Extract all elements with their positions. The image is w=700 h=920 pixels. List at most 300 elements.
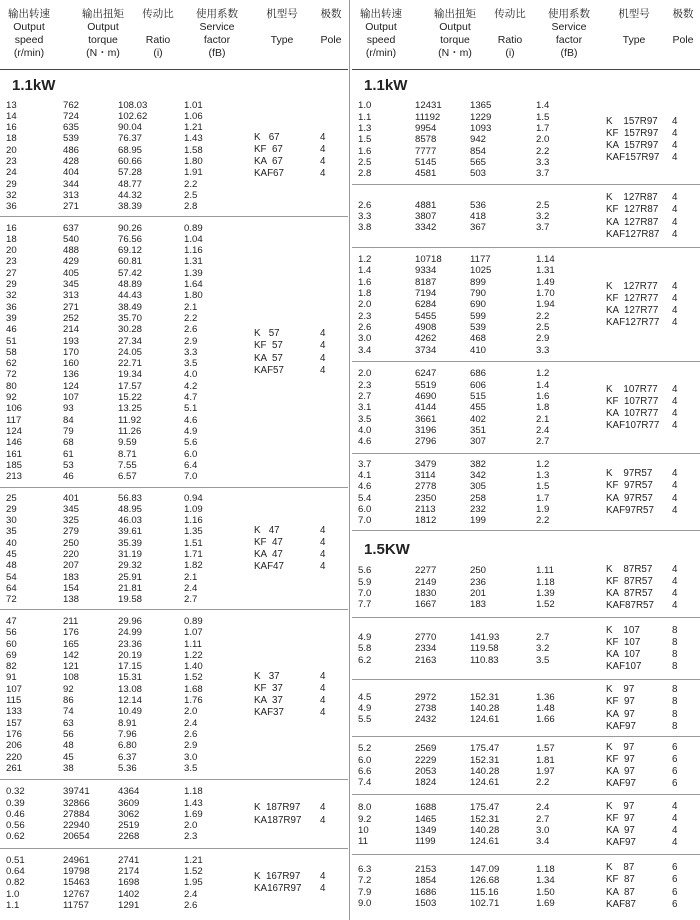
torque-cell: 4881	[415, 199, 437, 211]
torque-cell: 271	[63, 201, 80, 213]
model-type: KA 107	[606, 649, 641, 660]
ratio-cell: 6.80	[118, 740, 137, 752]
ratio-cell: 2268	[118, 831, 140, 843]
speed-cell: 69	[6, 649, 17, 661]
table-row	[352, 898, 592, 909]
power-rating: 1.1kW	[12, 77, 56, 94]
speed-cell: 5.4	[358, 492, 372, 504]
ratio-cell: 515	[470, 391, 487, 403]
ratio-cell: 102.71	[470, 897, 500, 909]
torque-cell: 3114	[415, 469, 436, 481]
factor-cell: 2.2	[536, 777, 550, 789]
ratio-cell: 6.57	[118, 471, 137, 483]
speed-cell: 72	[6, 594, 17, 606]
speed-cell: 1.2	[358, 254, 372, 266]
speed-cell: 0.82	[6, 877, 25, 889]
factor-cell: 1.11	[184, 638, 202, 650]
ratio-cell: 367	[470, 222, 487, 234]
torque-cell: 4262	[415, 333, 437, 345]
ratio-cell: 44.32	[118, 189, 143, 201]
model-type: KF 127R77	[606, 292, 659, 304]
pole-count: 4	[672, 837, 678, 849]
table-row	[0, 100, 240, 111]
speed-cell: 4.9	[358, 632, 372, 644]
table-row	[0, 122, 240, 133]
factor-cell: 2.2	[184, 312, 198, 324]
gearbox-block	[352, 95, 700, 185]
factor-cell: 1.31	[184, 256, 203, 268]
ratio-cell: 108.03	[118, 99, 148, 111]
torque-cell: 2432	[415, 714, 437, 726]
speed-cell: 213	[6, 471, 23, 483]
model-type: KA187R97	[254, 814, 302, 826]
speed-cell: 6.0	[358, 503, 372, 515]
gearbox-block	[0, 488, 348, 610]
torque-cell: 2277	[415, 565, 437, 577]
factor-cell: 2.7	[184, 594, 198, 606]
speed-cell: 3.3	[358, 210, 372, 222]
table-row	[352, 100, 592, 111]
torque-cell: 429	[63, 256, 80, 268]
torque-cell: 9954	[415, 123, 437, 135]
speed-cell: 3.4	[358, 344, 372, 356]
table-row	[0, 684, 240, 695]
table-row	[352, 265, 592, 276]
table-row	[0, 369, 240, 380]
header-speed	[0, 8, 69, 60]
model-type: KA 97	[606, 825, 635, 836]
pole-count: 4	[672, 800, 678, 812]
table-row	[0, 594, 240, 605]
ratio-cell: 1025	[470, 265, 492, 277]
table-row	[352, 200, 592, 211]
torque-cell: 92	[63, 683, 74, 695]
factor-cell: 4.0	[184, 369, 198, 381]
speed-cell: 10	[358, 825, 369, 836]
header-line: (r/min)	[13, 47, 45, 59]
model-type: KA 57	[254, 352, 283, 364]
speed-cell: 27	[6, 267, 17, 279]
speed-cell: 7.2	[358, 875, 372, 887]
model-type: KF 107R77	[606, 395, 659, 407]
ratio-cell: 124.61	[470, 836, 500, 848]
table-row	[352, 254, 592, 265]
ratio-cell: 17.57	[118, 380, 143, 392]
header-line: (i)	[505, 47, 515, 59]
table-row	[352, 157, 592, 168]
table-row	[0, 855, 240, 866]
factor-cell: 1.69	[536, 897, 555, 909]
speed-cell: 4.9	[358, 702, 372, 714]
pole-count: 8	[672, 684, 678, 696]
speed-cell: 62	[6, 358, 17, 370]
header-line: factor	[555, 34, 583, 46]
factor-cell: 1.82	[184, 560, 203, 572]
factor-cell: 2.7	[536, 813, 550, 825]
ratio-cell: 22.71	[118, 358, 143, 370]
torque-cell: 4690	[415, 391, 437, 403]
table-row	[0, 889, 240, 900]
speed-cell: 1.6	[358, 276, 372, 288]
factor-cell: 3.3	[536, 156, 550, 168]
factor-cell: 1.66	[536, 714, 555, 726]
model-type: KA 127R77	[606, 305, 659, 316]
pole-count: 4	[672, 492, 678, 504]
table-row	[352, 402, 592, 413]
factor-cell: 1.52	[184, 672, 203, 684]
torque-cell: 165	[63, 638, 80, 650]
speed-cell: 3.7	[358, 458, 372, 470]
ratio-cell: 3609	[118, 797, 140, 809]
speed-cell: 23	[6, 256, 17, 268]
torque-cell: 401	[63, 492, 80, 504]
torque-cell: 313	[63, 189, 80, 201]
model-type: K 37	[254, 670, 280, 682]
table-row	[0, 572, 240, 583]
torque-cell: 20654	[63, 831, 90, 843]
ratio-cell: 3062	[118, 808, 140, 820]
factor-cell: 1.16	[184, 245, 203, 257]
ratio-cell: 140.28	[470, 702, 500, 714]
torque-cell: 74	[63, 706, 74, 718]
gearbox-block	[352, 795, 700, 855]
torque-cell: 38	[63, 762, 74, 774]
table-row	[0, 786, 240, 797]
pole-count: 4	[320, 802, 326, 814]
factor-cell: 4.6	[184, 414, 198, 426]
model-type: KF 107	[606, 636, 641, 648]
model-type: KF 67	[254, 143, 283, 155]
ratio-cell: 124.61	[470, 777, 500, 789]
factor-cell: 3.0	[536, 825, 550, 836]
speed-cell: 13	[6, 99, 17, 111]
model-type: KAF97	[606, 837, 636, 849]
factor-cell: 1.68	[184, 683, 203, 695]
power-rating: 1.5KW	[364, 541, 410, 558]
table-row	[0, 820, 240, 831]
speed-cell: 185	[6, 459, 23, 471]
speed-cell: 7.0	[358, 588, 372, 599]
torque-cell: 1824	[415, 777, 437, 789]
table-row	[0, 740, 240, 751]
table-row	[0, 560, 240, 571]
speed-cell: 115	[6, 695, 22, 706]
torque-cell: 405	[63, 267, 80, 279]
speed-cell: 1.0	[358, 100, 372, 112]
gearbox-block	[0, 217, 348, 488]
model-type: K 107	[606, 624, 640, 636]
speed-cell: 9.2	[358, 813, 372, 825]
torque-cell: 176	[63, 627, 80, 639]
table-row	[352, 481, 592, 492]
factor-cell: 0.89	[184, 615, 203, 627]
speed-cell: 4.5	[358, 691, 372, 703]
factor-cell: 1.69	[184, 808, 203, 820]
header-line: Ratio	[497, 34, 523, 46]
model-type: KF 97	[606, 753, 635, 765]
ratio-cell: 199	[470, 515, 487, 527]
header-line: Output	[365, 21, 397, 33]
table-row	[352, 299, 592, 310]
ratio-cell: 1229	[470, 111, 492, 123]
speed-cell: 18	[6, 133, 17, 145]
ratio-cell: 201	[470, 588, 487, 599]
ratio-cell: 39.61	[118, 526, 143, 538]
ratio-cell: 141.93	[470, 632, 500, 644]
ratio-cell: 606	[470, 379, 487, 391]
speed-cell: 36	[6, 201, 17, 213]
torque-cell: 160	[63, 358, 80, 370]
table-row	[0, 190, 240, 201]
factor-cell: 1.95	[184, 877, 203, 889]
header-line: 机型号	[266, 8, 298, 20]
factor-cell: 1.34	[536, 875, 555, 887]
pole-count: 4	[320, 814, 326, 826]
factor-cell: 1.4	[536, 100, 550, 112]
speed-cell: 4.1	[358, 469, 372, 481]
factor-cell: 1.52	[184, 866, 203, 878]
header-line: Ratio	[145, 34, 171, 46]
factor-cell: 1.31	[536, 265, 555, 277]
table-row	[352, 222, 592, 233]
table-row	[352, 168, 592, 179]
torque-cell: 48	[63, 740, 74, 752]
header-line: (N・m)	[438, 47, 472, 59]
ratio-cell: 23.36	[118, 638, 143, 650]
pole-count: 8	[672, 708, 678, 720]
factor-cell: 1.2	[536, 458, 550, 470]
table-row	[352, 211, 592, 222]
speed-cell: 72	[6, 369, 17, 381]
speed-cell: 133	[6, 706, 23, 718]
ratio-cell: 124.61	[470, 714, 500, 726]
table-header	[352, 0, 700, 70]
torque-cell: 2229	[415, 754, 437, 766]
factor-cell: 1.7	[536, 123, 550, 135]
gearbox-block	[352, 454, 700, 531]
table-row	[0, 831, 240, 842]
factor-cell: 1.81	[536, 754, 555, 766]
gearbox-block	[352, 737, 700, 795]
table-row	[0, 752, 240, 763]
speed-cell: 2.3	[358, 310, 372, 322]
table-row	[0, 403, 240, 414]
pole-count: 4	[672, 383, 678, 395]
speed-cell: 2.8	[358, 168, 372, 180]
speed-cell: 40	[6, 537, 17, 549]
table-row	[352, 766, 592, 777]
speed-cell: 2.3	[358, 379, 372, 391]
torque-cell: 39741	[63, 786, 90, 798]
table-row	[352, 755, 592, 766]
speed-cell: 106	[6, 403, 23, 415]
table-row	[352, 692, 592, 703]
factor-cell: 1.76	[184, 695, 203, 706]
speed-cell: 92	[6, 392, 17, 404]
table-row	[0, 809, 240, 820]
speed-cell: 6.3	[358, 863, 372, 875]
model-type: K 127R77	[606, 280, 658, 292]
torque-cell: 63	[63, 717, 74, 729]
factor-cell: 1.39	[536, 588, 555, 599]
table-row	[352, 515, 592, 526]
table-row	[352, 380, 592, 391]
torque-cell: 2334	[415, 643, 437, 655]
speed-cell: 39	[6, 312, 17, 324]
torque-cell: 46	[63, 471, 74, 483]
speed-cell: 5.5	[358, 714, 372, 726]
table-row	[352, 703, 592, 714]
ratio-cell: 38.49	[118, 301, 143, 313]
speed-cell: 0.32	[6, 786, 25, 798]
ratio-cell: 11.26	[118, 425, 142, 437]
table-row	[0, 201, 240, 212]
table-row	[352, 814, 592, 825]
factor-cell: 1.01	[184, 99, 203, 111]
torque-cell: 108	[63, 672, 80, 684]
table-row	[352, 436, 592, 447]
torque-cell: 8187	[415, 276, 437, 288]
pole-count: 4	[672, 127, 678, 139]
pole-count: 8	[672, 661, 678, 673]
torque-cell: 154	[63, 582, 80, 594]
model-type: KF 157R97	[606, 127, 659, 139]
ratio-cell: 35.70	[118, 312, 143, 324]
factor-cell: 1.97	[536, 766, 555, 777]
speed-cell: 1.3	[358, 123, 372, 135]
speed-cell: 4.6	[358, 436, 372, 448]
speed-cell: 56	[6, 627, 17, 639]
table-row	[0, 179, 240, 190]
model-type: KAF37	[254, 707, 284, 719]
header-line: 传动比	[494, 8, 526, 20]
factor-cell: 1.49	[536, 276, 555, 288]
speed-cell: 32	[6, 189, 17, 201]
model-type: KF 87R57	[606, 575, 653, 587]
torque-cell: 214	[63, 324, 80, 336]
factor-cell: 2.4	[184, 717, 198, 729]
torque-cell: 1686	[415, 886, 437, 898]
ratio-cell: 258	[470, 492, 487, 504]
factor-cell: 3.3	[184, 346, 198, 358]
ratio-cell: 503	[470, 168, 487, 180]
ratio-cell: 152.31	[470, 691, 500, 703]
table-row	[0, 234, 240, 245]
factor-cell: 2.9	[536, 333, 550, 345]
torque-cell: 9334	[415, 265, 437, 277]
factor-cell: 1.14	[536, 254, 555, 266]
torque-cell: 3807	[415, 210, 437, 222]
ratio-cell: 19.34	[118, 369, 143, 381]
torque-cell: 762	[63, 99, 80, 111]
table-row	[0, 167, 240, 178]
torque-cell: 79	[63, 425, 74, 437]
table-row	[0, 471, 240, 482]
table-row	[352, 134, 592, 145]
header-line: (i)	[153, 47, 163, 59]
speed-cell: 3.8	[358, 222, 372, 234]
speed-cell: 6.6	[358, 766, 372, 777]
gearbox-block	[352, 855, 700, 918]
table-row	[0, 650, 240, 661]
torque-cell: 637	[63, 222, 80, 234]
ratio-cell: 15.31	[118, 672, 143, 684]
factor-cell: 2.7	[536, 632, 550, 644]
torque-cell: 5519	[415, 379, 437, 391]
torque-cell: 8578	[415, 134, 437, 146]
ratio-cell: 15.22	[118, 392, 143, 404]
header-line: 使用系数	[196, 8, 238, 20]
speed-cell: 30	[6, 515, 17, 527]
torque-cell: 15463	[63, 877, 90, 889]
table-row	[352, 112, 592, 123]
ratio-cell: 110.83	[470, 654, 499, 666]
table-row	[0, 504, 240, 515]
factor-cell: 1.57	[536, 743, 555, 755]
table-row	[0, 256, 240, 267]
factor-cell: 1.9	[536, 503, 550, 515]
model-type: K 107R77	[606, 383, 658, 395]
pole-count: 4	[672, 395, 678, 407]
table-row	[0, 279, 240, 290]
speed-cell: 4.6	[358, 481, 372, 493]
ratio-cell: 38.39	[118, 201, 143, 213]
speed-cell: 16	[6, 122, 17, 134]
model-type: K 87	[606, 862, 635, 874]
pole-count: 6	[672, 753, 678, 765]
speed-cell: 6.2	[358, 654, 372, 666]
speed-cell: 1.8	[358, 288, 372, 300]
ratio-cell: 31.19	[118, 549, 143, 560]
torque-cell: 10718	[415, 254, 442, 266]
factor-cell: 1.18	[536, 863, 555, 875]
table-row	[352, 123, 592, 134]
table-row	[0, 763, 240, 774]
header-line: (fB)	[560, 47, 578, 59]
torque-cell: 345	[63, 279, 80, 291]
right-column	[352, 0, 700, 920]
ratio-cell: 250	[470, 565, 487, 577]
ratio-cell: 539	[470, 321, 487, 333]
factor-cell: 3.7	[536, 222, 550, 234]
factor-cell: 3.5	[184, 762, 198, 774]
model-type: KAF97	[606, 778, 636, 790]
ratio-cell: 20.19	[118, 649, 143, 661]
model-type: KAF87	[606, 898, 636, 910]
model-type: KA 87R57	[606, 588, 653, 599]
ratio-cell: 236	[470, 576, 487, 588]
factor-cell: 2.3	[184, 831, 198, 843]
column-divider	[349, 0, 350, 920]
ratio-cell: 9.59	[118, 437, 137, 449]
ratio-cell: 232	[470, 503, 487, 515]
table-row	[0, 549, 240, 560]
table-row	[0, 526, 240, 537]
speed-cell: 7.0	[358, 515, 372, 527]
table-row	[0, 695, 240, 706]
torque-cell: 93	[63, 403, 74, 415]
pole-count: 4	[672, 575, 678, 587]
table-row	[0, 672, 240, 683]
ratio-cell: 140.28	[470, 825, 500, 836]
factor-cell: 1.43	[184, 797, 203, 809]
factor-cell: 1.3	[536, 469, 550, 481]
speed-cell: 124	[6, 425, 23, 437]
pole-count: 4	[672, 228, 678, 240]
speed-cell: 45	[6, 549, 17, 560]
pole-count: 4	[672, 292, 678, 304]
speed-cell: 47	[6, 615, 17, 627]
